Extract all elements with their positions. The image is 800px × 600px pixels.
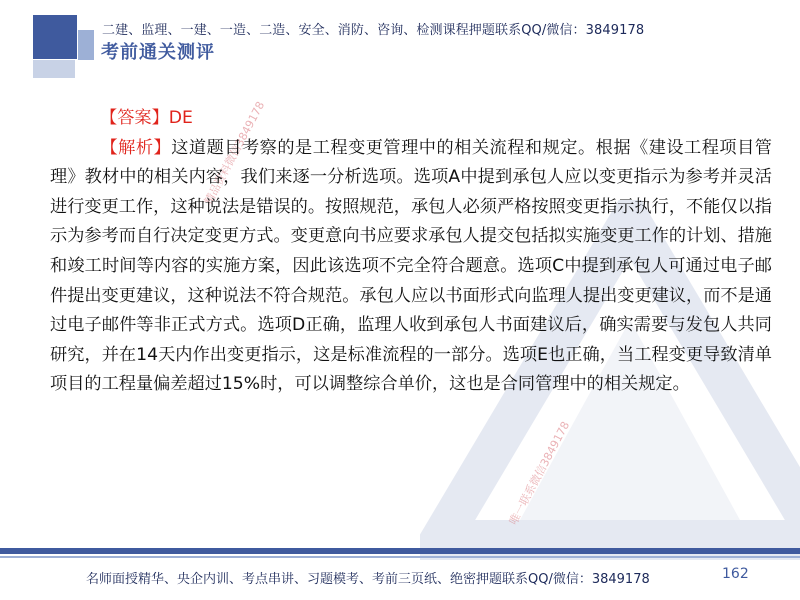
- answer-value: DE: [168, 108, 193, 128]
- top-banner: 二建、监理、一建、一造、二造、安全、消防、咨询、检测课程押题联系QQ/微信：3849178: [102, 23, 645, 38]
- diagonal-watermark-2: 唯一联系微信3849178: [506, 419, 573, 528]
- page-title: 考前通关测评: [101, 42, 215, 63]
- answer-tag: 【答案】: [100, 108, 169, 128]
- analysis-tag: 【解析】: [100, 137, 172, 158]
- analysis-paragraph: [50, 134, 772, 400]
- diagonal-watermark-1: 精品资料微信3849178: [201, 99, 268, 208]
- answer-body: [50, 104, 772, 400]
- page-number: 162: [722, 566, 749, 582]
- logo-block-large: [33, 15, 77, 59]
- logo-block-small: [33, 60, 75, 78]
- answer-line: [50, 104, 772, 134]
- logo-block-mid: [78, 30, 94, 60]
- footer-bar-thin: [0, 556, 800, 558]
- footer-text: 名师面授精华、央企内训、考点串讲、习题模考、考前三页纸、绝密押题联系QQ/微信：3849178: [86, 572, 650, 587]
- footer-bar: [0, 548, 800, 554]
- analysis-text: 这道题目考察的是工程变更管理中的相关流程和规定。根据《建设工程项目管理》教材中的相关内容，我们来逐一分析选项。选项A中提到承包人应以变更指示为参考并灵活进行变更工作，这种说法是错误的。按照规范，承包人必须严格按照变更指示执行，不能仅以指示为参考而自行决定变更方式。变更意向书应要求承包人提交包括拟实施变更工作的计划、措施和竣工时间等内容的实施方案，因此该选项不完全符合题意。选项C中提到承包人可通过电子邮件提出变更建议，这种说法不符合规范。承包人应以书面形式向监理人提出变更建议，而不是通过电子邮件等非正式方式。选项D正确，监理人收到承包人书面建议后，确实需要与发包人共同研究，并在14天内作出变更指示，这是标准流程的一部分。选项E也正确，当工程变更导致清单项目的工程量偏差超过15%时，可以调整综合单价，这也是合同管理中的相关规定。: [50, 137, 772, 395]
